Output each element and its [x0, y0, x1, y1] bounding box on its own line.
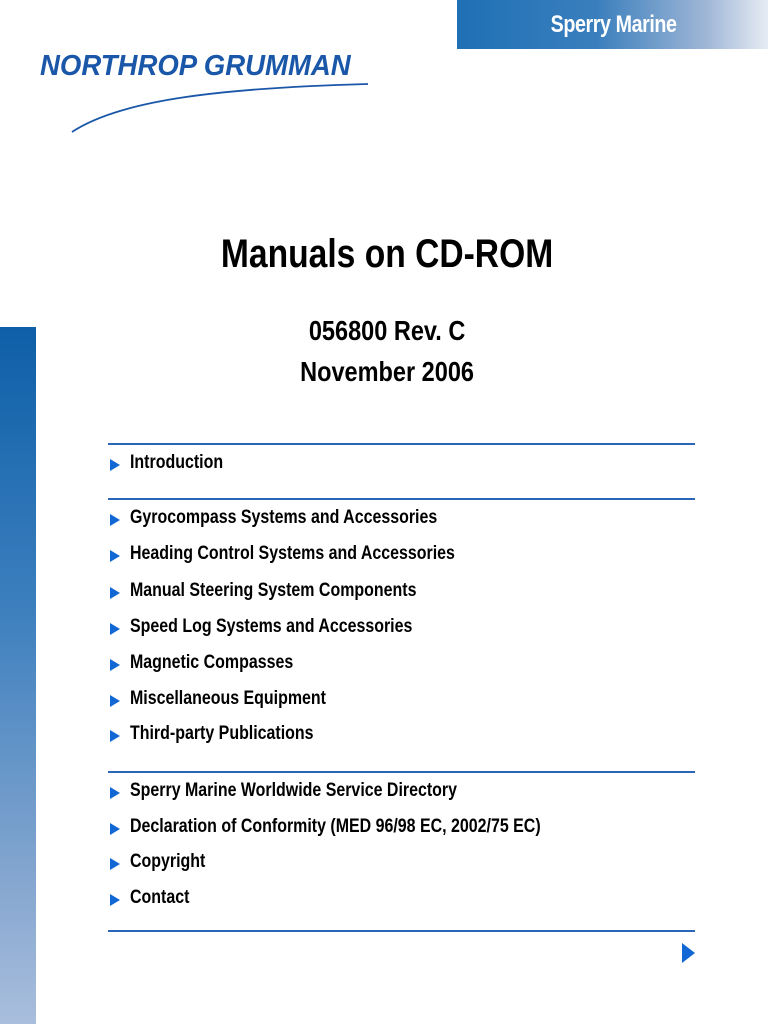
company-logo: NORTHROP GRUMMAN — [40, 50, 351, 82]
menu-item-label: Third-party Publications — [130, 723, 314, 744]
next-page-arrow-icon[interactable] — [682, 943, 695, 963]
side-decoration-bar — [0, 327, 36, 1024]
menu-item-third-party[interactable] — [108, 723, 349, 745]
menu-item-label: Magnetic Compasses — [130, 652, 294, 673]
triangle-right-icon — [110, 514, 120, 526]
triangle-right-icon — [110, 623, 120, 635]
part-number: 056800 Rev. C — [308, 315, 466, 346]
menu-item-magnetic-compasses[interactable] — [108, 652, 324, 674]
triangle-right-icon — [110, 787, 120, 799]
menu-item-label: Speed Log Systems and Accessories — [130, 616, 413, 637]
divider — [108, 771, 695, 773]
menu-item-contact[interactable] — [108, 887, 201, 909]
menu-item-introduction[interactable] — [108, 452, 241, 474]
triangle-right-icon — [110, 659, 120, 671]
divider — [108, 930, 695, 932]
menu-item-manual-steering[interactable] — [108, 580, 471, 602]
triangle-right-icon — [110, 550, 120, 562]
divider — [108, 498, 695, 500]
triangle-right-icon — [110, 894, 120, 906]
divider — [108, 443, 695, 445]
menu-item-label: Heading Control Systems and Accessories — [130, 543, 455, 564]
menu-item-label: Gyrocompass Systems and Accessories — [130, 507, 438, 528]
triangle-right-icon — [110, 858, 120, 870]
menu-item-heading-control[interactable] — [108, 543, 517, 565]
menu-item-declaration[interactable] — [108, 816, 619, 838]
menu-item-service-directory[interactable] — [108, 780, 519, 802]
menu-item-label: Copyright — [130, 851, 206, 872]
triangle-right-icon — [110, 459, 120, 471]
menu-item-copyright[interactable] — [108, 851, 220, 873]
menu-item-miscellaneous[interactable] — [108, 688, 363, 710]
brand-name: Sperry Marine — [550, 11, 677, 38]
menu-item-label: Manual Steering System Components — [130, 580, 417, 601]
menu-item-gyrocompass[interactable] — [108, 507, 496, 529]
triangle-right-icon — [110, 730, 120, 742]
document-title: Manuals on CD-ROM — [220, 232, 554, 276]
triangle-right-icon — [110, 695, 120, 707]
triangle-right-icon — [110, 587, 120, 599]
brand-banner — [457, 0, 768, 49]
menu-item-label: Declaration of Conformity (MED 96/98 EC, 2002/75 EC) — [130, 816, 541, 837]
menu-item-label: Sperry Marine Worldwide Service Directory — [130, 780, 458, 801]
publication-date: November 2006 — [300, 356, 475, 387]
logo-swoosh-icon — [60, 70, 380, 140]
triangle-right-icon — [110, 823, 120, 835]
menu-item-label: Miscellaneous Equipment — [130, 688, 326, 709]
menu-item-speed-log[interactable] — [108, 616, 466, 638]
menu-item-label: Contact — [130, 887, 190, 908]
menu-item-label: Introduction — [130, 452, 224, 473]
